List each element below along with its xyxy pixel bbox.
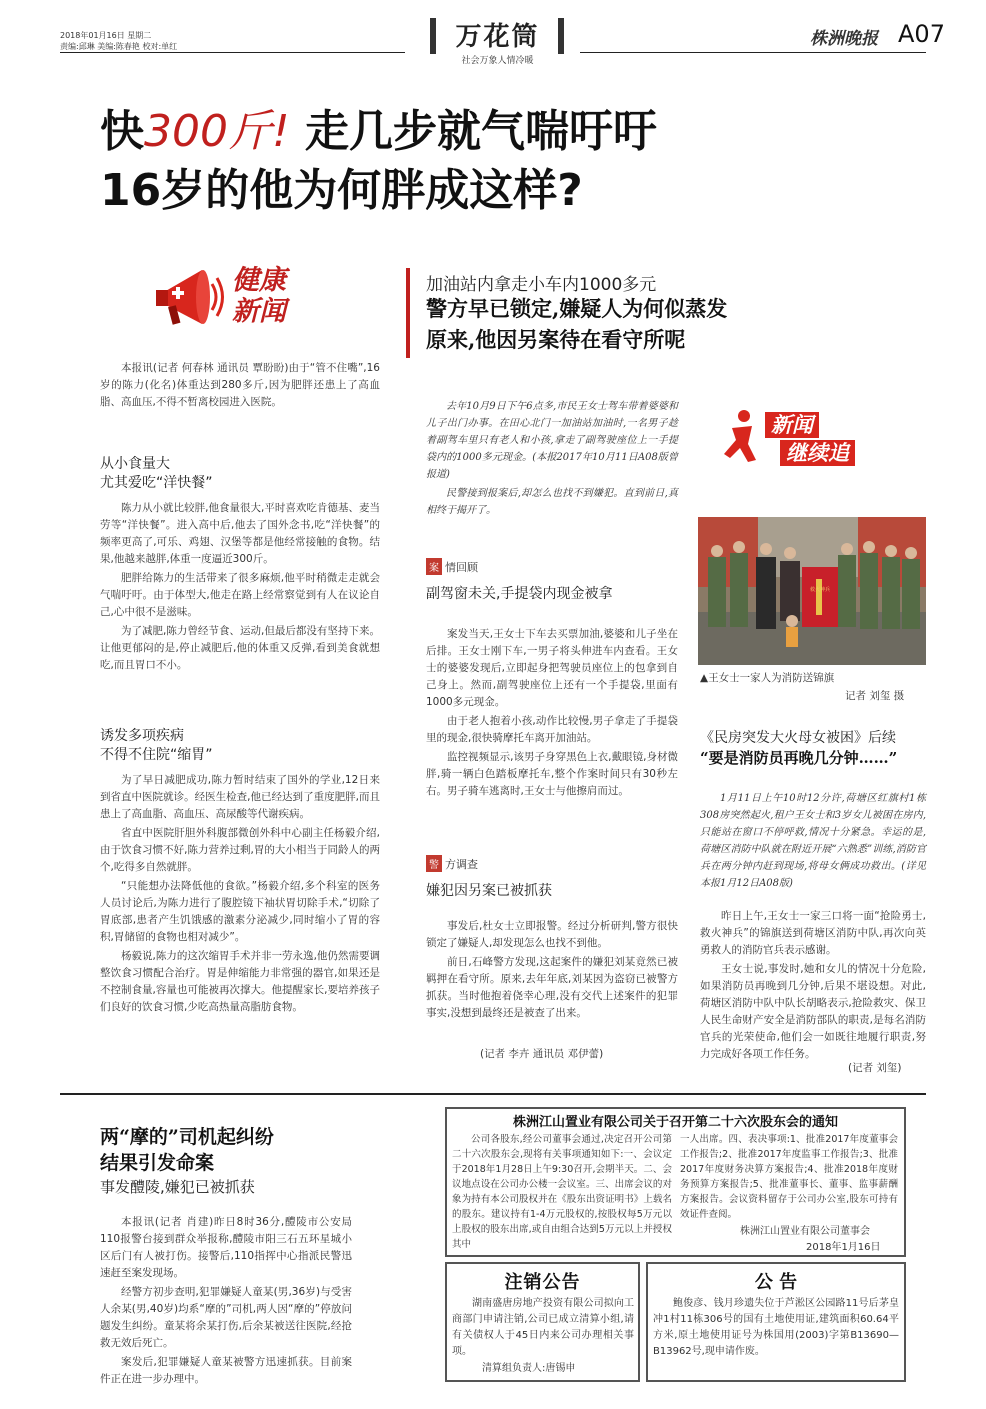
- headline-rest: 走几步就气喘吁吁: [289, 106, 657, 157]
- police-investigation-label: [426, 855, 478, 872]
- section-bar-left: [430, 18, 436, 54]
- section-title: 万花筒: [455, 22, 540, 52]
- section-divider: [60, 1093, 926, 1095]
- followup-accent-bar: [406, 268, 410, 358]
- shareholders-notice-left: [452, 1132, 672, 1254]
- paragraph: 陈力从小就比较胖,他食量很大,平时喜欢吃肯德基、麦当劳等“洋快餐”。进入高中后,他去了国外念书,吃“洋快餐”的频率更高了,可乐、鸡翅、汉堡等都是他经常接触的食物。结果,他越来越胖,体重一度逼近300斤。: [100, 502, 380, 565]
- fire-title: “要是消防员再晚几分钟……”: [700, 749, 898, 767]
- fire-byline: (记者 刘玺): [848, 1062, 902, 1074]
- paragraph: 1月11日上午10时12分许,荷塘区红旗村1栋308房突然起火,租户王女士和3岁女儿被困在房内,只能站在窗口不停呼救,情况十分紧急。幸运的是,荷塘区消防中队就在附近开展“六熟悉”训练,消防官兵在两分钟内赶到现场,将母女俩成功救出。(详见本报1月12日A08版): [700, 793, 926, 889]
- editors-line: 责编:邱琳 美编:陈春艳 校对:单红: [60, 42, 178, 51]
- date-line: 2018年01月16日 星期二: [60, 31, 152, 40]
- paragraph: 案发后,犯罪嫌疑人童某被警方迅速抓获。目前案件正在进一步办理中。: [100, 1356, 352, 1385]
- motor-body: [100, 1214, 352, 1390]
- health-subhead-1-line2: 尤其爱吃“洋快餐”: [100, 475, 213, 491]
- shareholders-notice-right: [680, 1132, 898, 1224]
- paragraph: 王女士说,事发时,她和女儿的情况十分危险,如果消防员再晚到几分钟,后果不堪设想。对此,荷塘区消防中队中队长胡略表示,抢险救灾、保卫人民生命财产安全是消防部队的职责,是每名消防官兵的光荣使命,他们会一如既往地履行职责,努力完成好各项工作任务。: [700, 963, 926, 1060]
- fire-intro: [700, 790, 926, 894]
- paragraph: 为了减肥,陈力曾经节食、运动,但最后都没有坚持下来。让他更郁闷的是,停止减肥后,他的体重又反弹,看到美食就想吃,而且胃口不小。: [100, 625, 380, 671]
- health-lead-text: 本报讯(记者 何春林 通讯员 覃盼盼)由于“管不住嘴”,16岁的陈力(化名)体重达到280多斤,因为肥胖还患上了高血脂、高血压,不得不暂离校园进入医院。: [100, 362, 380, 408]
- followup-intro: [426, 398, 678, 521]
- section-bar-right: [558, 18, 564, 54]
- paragraph: 为了早日减肥成功,陈力暂时结束了国外的学业,12日来到省直中医院就诊。经医生检查,他已经达到了重度肥胖,而且患上了高血脂、高血压、高尿酸等代谢疾病。: [100, 774, 380, 820]
- followup-title-line1: 警方早已锁定,嫌疑人为何似蒸发: [426, 296, 728, 321]
- header-rule-left: [60, 52, 405, 53]
- cancellation-notice-body: [452, 1296, 634, 1362]
- shareholders-notice-signer: 株洲江山置业有限公司董事会: [740, 1226, 870, 1237]
- banner-text: 救火神兵: [810, 587, 831, 593]
- paragraph: 民警接到报案后,却怎么也找不到嫌犯。直到前日,真相终于揭开了。: [426, 488, 678, 516]
- case-tag: 案: [426, 558, 442, 575]
- paragraph: 一人出席。四、表决事项:1、批准2017年度董事会工作报告;2、批准2017年度监事工作报告;3、批准2017年度财务决算方案报告;4、批准2018年度财务预算方案报告;5、批准董事长、董事、监事薪酬方案报告。会议资料留存于公司办公室,股东可持有效证件查阅。: [680, 1134, 898, 1220]
- health-lead: [100, 360, 380, 413]
- paragraph: 事发后,杜女士立即报警。经过分析研判,警方很快锁定了嫌疑人,却发现怎么也找不到他。: [426, 920, 678, 949]
- police-tag-rest: 方调查: [445, 858, 478, 871]
- public-notice-title: 公 告: [754, 1272, 798, 1293]
- photo-caption: ▲王女士一家人为消防送锦旗: [700, 672, 835, 684]
- cancellation-notice-title: 注销公告: [504, 1272, 581, 1293]
- health-section-1: [100, 500, 380, 676]
- news-logo-line2: 继续追: [780, 440, 855, 466]
- header-rule-right: [580, 52, 926, 53]
- paragraph: 公司各股东,经公司董事会通过,决定召开公司第二十六次股东会,现将有关事项通知如下:一、会议定于2018年1月28日上午9:30召开,会期半天。二、会议地点设在公司办公楼一会议室。三、出席会议的对象为持有本公司股权并在《股东出资证明书》上载名的股东。建议持有1-4万元股权的,按股权每5万元以上股权的股东出席,或自由组合达到5万元以上并授权其中: [452, 1134, 672, 1250]
- paragraph: 肥胖给陈力的生活带来了很多麻烦,他平时稍微走走就会气喘吁吁。由于体型大,他走在路上经常察觉到有人在议论自己,心中很不是滋味。: [100, 572, 380, 618]
- followup-subhead-1: 副驾窗未关,手提袋内现金被拿: [426, 586, 613, 602]
- paragraph: 本报讯(记者 肖建)昨日8时36分,醴陵市公安局110报警台接到群众举报称,醴陵市阳三石五环星城小区后门有人被打伤。接警后,110指挥中心指派民警迅速赶至案发现场。: [100, 1216, 352, 1279]
- paragraph: 省直中医院肝胆外科腹部微创外科中心副主任杨毅介绍,由于饮食习惯不好,陈力营养过剩,胃的大小相当于同龄人的两个,吃得多自然就胖。: [100, 827, 380, 873]
- fire-kicker: 《民房突发大火母女被困》后续: [700, 730, 896, 746]
- health-subhead-1-line1: 从小食量大: [100, 456, 170, 472]
- followup-title-line2: 原来,他因另案待在看守所呢: [426, 327, 686, 352]
- health-subhead-2: [100, 727, 213, 765]
- followup-subhead-2: 嫌犯因另案已被抓获: [426, 883, 552, 899]
- followup-byline: (记者 李卉 通讯员 邓伊蕾): [480, 1048, 604, 1060]
- paragraph: 去年10月9日下午6点多,市民王女士驾车带着婆婆和儿子出门办事。在田心北门一加油站加油时,一名男子趁着副驾车里只有老人和小孩,拿走了副驾驶座位上一手提袋内的1000多元现金。(本报2017年10月11日A08版曾报道): [426, 401, 678, 480]
- health-logo-line2: 新闻: [232, 296, 286, 327]
- health-subhead-2-line1: 诱发多项疾病: [100, 728, 184, 744]
- paragraph: 监控视频显示,该男子身穿黑色上衣,戴眼镜,身材微胖,骑一辆白色踏板摩托车,整个作案时间只有30秒左右。男子骑车逃离时,王女士与他擦肩而过。: [426, 751, 678, 797]
- megaphone-icon: [150, 258, 230, 338]
- news-logo-line1: 新闻: [765, 412, 819, 438]
- cancellation-notice-signer: 清算组负责人:唐锡申: [482, 1363, 576, 1374]
- paragraph: 昨日上午,王女士一家三口将一面“抢险勇士,救火神兵”的锦旗送到荷塘区消防中队,再次向英勇救人的消防官兵表示感谢。: [700, 910, 926, 956]
- runner-icon: [722, 408, 762, 466]
- police-tag: 警: [426, 855, 442, 872]
- shareholders-notice-date: 2018年1月16日: [806, 1242, 881, 1253]
- health-subhead-2-line2: 不得不住院“缩胃”: [100, 747, 213, 763]
- health-section-2: [100, 772, 380, 1018]
- paragraph: 鲍俊彦、钱月珍遗失位于芦淞区公园路11号后茅皇冲1村11栋306号的国有土地使用证,建筑面积60.64平方米,原土地使用证号为株国用(2003)字第B13690—B13962号,现申请作废。: [653, 1298, 899, 1357]
- paragraph: 案发当天,王女士下车去买票加油,婆婆和儿子坐在后排。王女士刚下车,一男子将头伸进车内查看。王女士的婆婆发现后,立即起身把驾驶员座位上的包拿到自己身上。然而,副驾驶座位上还有一个手提袋,里面有1000多元现金。: [426, 628, 678, 708]
- headline-word: 快: [100, 106, 144, 157]
- followup-section-1: [426, 626, 678, 802]
- paragraph: 由于老人抱着小孩,动作比较慢,男子拿走了手提袋里的现金,很快骑摩托车离开加油站。: [426, 715, 678, 744]
- public-notice-body: [653, 1296, 899, 1362]
- health-subhead-1: [100, 455, 213, 493]
- headline-line1: [100, 104, 657, 160]
- case-review-label: [426, 558, 478, 575]
- headline-emphasis: 300斤!: [144, 106, 290, 157]
- paper-logo: 株洲晚报: [810, 29, 878, 49]
- followup-kicker: 加油站内拿走小车内1000多元: [426, 275, 657, 295]
- motor-title-line2: 结果引发命案: [100, 1152, 215, 1174]
- case-tag-rest: 情回顾: [445, 561, 478, 574]
- health-logo-line1: 健康: [232, 265, 286, 296]
- followup-section-2: [426, 918, 678, 1024]
- motor-title-line1: 两“摩的”司机起纠纷: [100, 1126, 274, 1148]
- motor-subtitle: 事发醴陵,嫌犯已被抓获: [100, 1178, 255, 1196]
- paragraph: 杨毅说,陈力的这次缩胃手术并非一劳永逸,他仍然需要调整饮食习惯配合治疗。胃是伸缩能力非常强的器官,如果还是不控制食量,容量也可能被再次撑大。他提醒家长,要培养孩子们良好的饮食习惯,少吃高热量高脂肪食物。: [100, 950, 380, 1013]
- headline-line2: 16岁的他为何胖成这样?: [100, 165, 583, 216]
- firefighter-photo: [698, 517, 926, 665]
- paragraph: 经警方初步查明,犯罪嫌疑人童某(男,36岁)与受害人余某(男,40岁)均系“摩的”司机,两人因“摩的”停放问题发生纠纷。童某将余某打伤,后余某被送往医院,经抢救无效后死亡。: [100, 1286, 352, 1349]
- paragraph: 前日,石峰警方发现,这起案件的嫌犯刘某竟然已被羁押在看守所。原来,去年年底,刘某因为盗窃已被警方抓获。当时他抱着侥幸心理,没有交代上述案件的犯罪事实,没想到最终还是被查了出来。: [426, 956, 678, 1019]
- section-subtitle: 社会万象人情冷暖: [461, 56, 534, 66]
- fire-body: [700, 908, 926, 1065]
- paragraph: “只能想办法降低他的食欲。”杨毅介绍,多个科室的医务人员讨论后,为陈力进行了腹腔镜下袖状胃切除手术,“切除了胃底部,患者产生饥饿感的激素分泌减少,同时缩小了胃的容积,胃储留的食物也相对减少”。: [100, 880, 380, 943]
- shareholders-notice-title: 株洲江山置业有限公司关于召开第二十六次股东会的通知: [512, 1115, 838, 1130]
- paragraph: 湖南盛唐房地产投资有限公司拟向工商部门申请注销,公司已成立清算小组,请有关债权人于45日内来公司办理相关事项。: [452, 1298, 634, 1357]
- photo-credit: 记者 刘玺 摄: [845, 690, 905, 702]
- page-number: A07: [898, 20, 945, 48]
